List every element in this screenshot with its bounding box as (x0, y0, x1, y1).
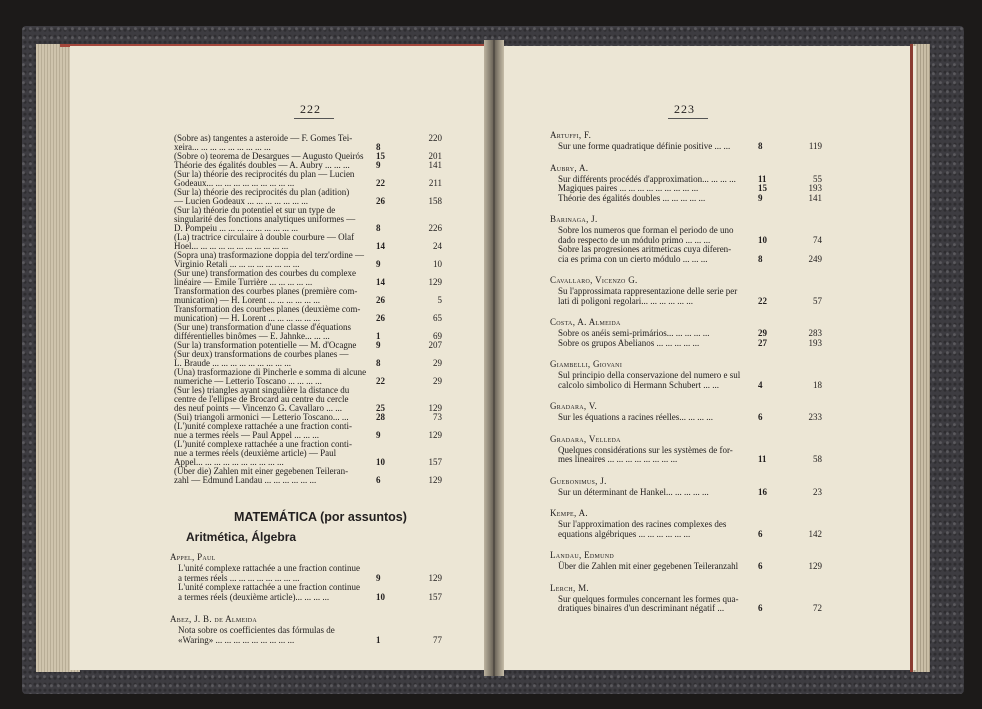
index-entry: — Lucien Godeaux ... ... ... ... ... ... ... (174, 196, 308, 206)
volume-number: 11 (758, 454, 767, 464)
index-entry: (Sur une) transformation d'une classe d'équations (174, 322, 351, 332)
author-name: Kempe, A. (550, 508, 588, 518)
index-entry: Transformation des courbes planes (deuxième com- (174, 304, 361, 314)
page-reference: 58 (813, 454, 822, 464)
volume-number: 8 (758, 253, 763, 264)
volume-number: 10 (758, 234, 767, 245)
index-entry: cia es prima con un cierto módulo ... ... ... (558, 253, 708, 264)
page-reference: 129 (428, 475, 442, 485)
book-gutter (484, 40, 504, 676)
red-edge-right (910, 44, 913, 672)
volume-number: 8 (376, 223, 381, 233)
page-reference: 129 (808, 561, 822, 571)
page-reference: 119 (808, 141, 822, 151)
page-reference: 74 (813, 234, 822, 245)
author-name: Barinaga, J. (550, 214, 598, 224)
volume-number: 14 (376, 277, 385, 287)
page-reference: 201 (428, 151, 442, 161)
page-reference: 129 (428, 430, 442, 440)
volume-number: 10 (376, 591, 385, 602)
index-entry: linéaire — Emile Turrière ... ... ... ... ... (174, 277, 313, 287)
index-entry: Sobre las progresiones aritmeticas cuya diferen- (558, 244, 732, 254)
page-reference: 157 (428, 457, 442, 467)
page-reference: 129 (428, 277, 442, 287)
volume-number: 9 (376, 340, 381, 350)
volume-number: 22 (376, 376, 385, 386)
page-reference: 141 (808, 192, 822, 203)
page-reference: 55 (813, 173, 822, 184)
index-entry: des neuf points — Vincenzo G. Cavallaro ... ... (174, 403, 343, 413)
page-reference: 69 (433, 331, 442, 341)
index-entry: Magiques paires ... ... ... ... ... ... ... ... ... (558, 183, 699, 193)
author-name: Appel, Paul (170, 552, 216, 562)
index-entry: Appel... ... ... ... ... ... ... ... ... ... (174, 457, 284, 467)
volume-number: 4 (758, 379, 763, 390)
author-name: Costa, A. Almeida (550, 317, 621, 327)
index-entry: (Sobre as) tangentes a asteroide — F. Gomes Tei- (174, 133, 353, 143)
author-name: Gradara, Velleda (550, 433, 621, 444)
volume-number: 22 (758, 295, 767, 306)
volume-number: 9 (758, 192, 763, 203)
volume-number: 11 (758, 173, 767, 184)
index-entry: Sur quelques formules concernant les formes qua- (558, 593, 739, 604)
volume-number: 26 (376, 313, 385, 323)
page-number: 222 (300, 102, 321, 116)
index-entry: mes lineaires ... ... ... ... ... ... ... ... (558, 454, 678, 464)
index-entry: D. Pompeiu ... ... ... ... ... ... ... ... ... (174, 223, 299, 233)
volume-number: 22 (376, 178, 385, 188)
page-reference: 29 (433, 358, 442, 368)
page-reference: 72 (813, 603, 822, 613)
index-entry: calcolo simbolico di Hermann Schubert ... ... (558, 379, 719, 390)
index-entry: Sobre os anéis semi-primários... ... ... ... ... (558, 328, 710, 338)
index-entry: dratiques binaires d'un descriminant négatif ... (558, 603, 725, 613)
page-reference: 57 (813, 295, 822, 306)
author-name: Aubry, A. (550, 162, 589, 173)
index-entry: munication) — H. Lorent ... ... ... ... ... ... (174, 295, 320, 305)
page-reference: 5 (437, 295, 442, 305)
page-reference: 129 (428, 403, 442, 413)
index-entry: (Sur les) triangles ayant singulière la distance du (174, 385, 350, 395)
index-entry: (L')unité complexe rattachée a une fraction conti- (174, 439, 353, 449)
index-entry: zahl — Edmund Landau ... ... ... ... ... ... (174, 475, 317, 485)
page-number-rule (294, 118, 334, 119)
page-reference: 193 (808, 183, 822, 193)
page-reference: 10 (433, 259, 442, 269)
index-entry: Sur différents procédés d'approximation... ... ... ... (558, 173, 736, 184)
page-reference: 220 (428, 133, 442, 143)
index-entry: (Sur la) théorie des reciprocités du plan — Lucien (174, 169, 355, 179)
author-name: Gradara, V. (550, 401, 598, 411)
index-entry: lati di poligoni regolari... ... ... ... ... ... (558, 295, 693, 306)
volume-number: 15 (376, 151, 385, 161)
volume-number: 8 (758, 141, 763, 151)
index-entry: nue a termes réels (deuxième article) — Paul (174, 448, 337, 458)
page-reference: 157 (428, 591, 442, 602)
index-entry: Sur une forme quadratique définie positive ... ... (558, 141, 731, 151)
volume-number: 1 (376, 331, 381, 341)
index-entry: Sul principio della conservazione del numero e sul (558, 370, 741, 380)
index-entry: (Sur une) transformation des courbes du complexe (174, 268, 356, 278)
page-reference: 24 (433, 241, 442, 251)
index-entry: L'unité complexe rattachée a une fraction continue (178, 563, 361, 573)
volume-number: 6 (758, 603, 763, 613)
index-entry: Quelques considérations sur les systèmes de for- (558, 444, 733, 455)
index-entry: (La) tractrice circulaire à double courbure — Olaf (174, 232, 355, 242)
volume-number: 8 (376, 358, 381, 368)
volume-number: 1 (376, 634, 381, 645)
author-name: Lerch, M. (550, 582, 589, 593)
index-entry: (Sur deux) transformations de courbes planes — (174, 349, 349, 359)
index-entry: (Una) trasformazione di Pincherle e somma di alcune (174, 367, 367, 377)
volume-number: 9 (376, 259, 381, 269)
index-entry: Hoel... ... ... ... ... ... ... ... ... ... ... (174, 241, 289, 251)
index-entry: numeriche — Letterio Toscano ... ... ... ... (174, 376, 322, 386)
volume-number: 14 (376, 241, 385, 251)
page-reference: 158 (428, 196, 442, 206)
author-name: Artuffi, F. (550, 130, 592, 140)
volume-number: 6 (376, 475, 381, 485)
page-reference: 249 (808, 253, 822, 264)
right-page (496, 46, 916, 670)
page-number: 223 (674, 102, 695, 116)
index-entry: Virginio Retali ... ... ... ... ... ... ... ... (174, 259, 300, 269)
index-entry: munication) — H. Lorent ... ... ... ... ... ... (174, 313, 320, 323)
index-entry: xeira... ... ... ... ... ... ... ... ... (174, 142, 271, 152)
index-entry: (Sur la) théorie des reciprocités du plan (adition) (174, 187, 350, 197)
author-name: Guebonimus, J. (550, 475, 607, 486)
index-entry: L. Braude ... ... ... ... ... ... ... ... ... (174, 358, 291, 368)
volume-number: 27 (758, 337, 767, 348)
index-entry: centre de l'ellipse de Brocard au centre du cercle (174, 394, 349, 404)
index-entry: (Sui) triangoli armonici — Letterio Toscano... ... (174, 412, 349, 422)
index-entry: a termes réels (deuxième article)... ... ... ... (178, 591, 330, 602)
left-page (70, 46, 490, 670)
index-entry: L'unité complexe rattachée a une fraction continue (178, 582, 361, 592)
index-entry: Transformation des courbes planes (première com- (174, 286, 358, 296)
page-reference: 142 (808, 528, 822, 539)
volume-number: 28 (376, 412, 385, 422)
index-entry: dado respecto de un módulo primo ... ... ... (558, 234, 711, 245)
volume-number: 16 (758, 486, 767, 497)
page-reference: 29 (433, 376, 442, 386)
index-entry: différentielles binômes — E. Jahnke... ... ... (174, 331, 330, 341)
index-entry: a termes réels ... ... ... ... ... ... ... ... (178, 572, 300, 583)
index-entry: Théorie des égalités doubles ... ... ... ... ... (558, 192, 706, 203)
index-entry: (Über die) Zahlen mit einer gegebenen Teileran- (174, 466, 349, 476)
volume-number: 25 (376, 403, 385, 413)
index-entry: Godeaux... ... ... ... ... ... ... ... ... ... (174, 178, 295, 188)
index-entry: Théorie des égalités doubles — A. Aubry ... ... ... (174, 160, 350, 170)
page-number-rule (668, 118, 708, 119)
index-entry: Nota sobre os coefficientes das fórmulas de (178, 625, 335, 635)
index-entry: nue a termes réels — Paul Appel ... ... ... (174, 430, 319, 440)
page-reference: 233 (808, 412, 822, 422)
volume-number: 9 (376, 160, 381, 170)
index-entry: (Sobre o) teorema de Desargues — Augusto Queirós (174, 151, 364, 161)
volume-number: 26 (376, 295, 385, 305)
author-name: Cavallaro, Vicenzo G. (550, 275, 638, 285)
index-entry: (L')unité complexe rattachée a une fraction conti- (174, 421, 353, 431)
index-entry: Über die Zahlen mit einer gegebenen Teileranzahl (558, 561, 739, 571)
author-name: Abez, J. B. de Almeida (170, 614, 258, 624)
index-entry: Sur l'approximation des racines complexes des (558, 519, 727, 529)
index-entry: Sobre los numeros que forman el periodo de uno (558, 225, 734, 235)
volume-number: 29 (758, 328, 767, 338)
volume-number: 26 (376, 196, 385, 206)
page-reference: 193 (808, 337, 822, 348)
page-reference: 211 (428, 178, 442, 188)
index-entry: «Waring» ... ... ... ... ... ... ... ... ... (178, 634, 295, 645)
volume-number: 8 (376, 142, 381, 152)
author-name: Giambelli, Giovani (550, 359, 623, 369)
volume-number: 6 (758, 412, 763, 422)
author-name: Landau, Edmund (550, 550, 615, 560)
volume-number: 9 (376, 430, 381, 440)
section-title: MATEMÁTICA (por assuntos) (234, 510, 407, 524)
index-entry: (Sur la) théorie du potentiel et sur un type de (174, 205, 336, 215)
page-reference: 207 (428, 340, 442, 350)
index-entry: equations algébriques ... ... ... ... ... ... (558, 528, 691, 539)
index-entry: (Sopra una) trasformazione doppia del terz'ordine — (174, 250, 365, 260)
volume-number: 6 (758, 528, 763, 539)
subsection-title: Aritmética, Álgebra (186, 530, 297, 544)
page-reference: 283 (808, 328, 822, 338)
index-entry: Sur un déterminant de Hankel... ... ... ... ... (558, 486, 709, 497)
index-entry: Sur les équations a racines réelles... ... ... ... (558, 412, 713, 422)
page-reference: 226 (428, 223, 442, 233)
volume-number: 10 (376, 457, 385, 467)
page-reference: 129 (428, 572, 442, 583)
page-reference: 141 (428, 160, 442, 170)
page-reference: 77 (433, 634, 442, 645)
page-reference: 65 (433, 313, 442, 323)
index-entry: Su l'approssimata rappresentazione delle serie per (558, 286, 738, 296)
index-entry: (Sur la) transformation potentielle — M. d'Ocagne (174, 340, 357, 350)
index-entry: Sobre os grupos Abelianos ... ... ... ... ... (558, 337, 700, 348)
page-reference: 73 (433, 412, 442, 422)
page-reference: 23 (813, 486, 822, 497)
index-entry: singularité des fonctions analytiques uniformes — (174, 214, 356, 224)
volume-number: 15 (758, 183, 767, 193)
volume-number: 6 (758, 561, 763, 571)
volume-number: 9 (376, 572, 381, 583)
page-reference: 18 (813, 379, 822, 390)
